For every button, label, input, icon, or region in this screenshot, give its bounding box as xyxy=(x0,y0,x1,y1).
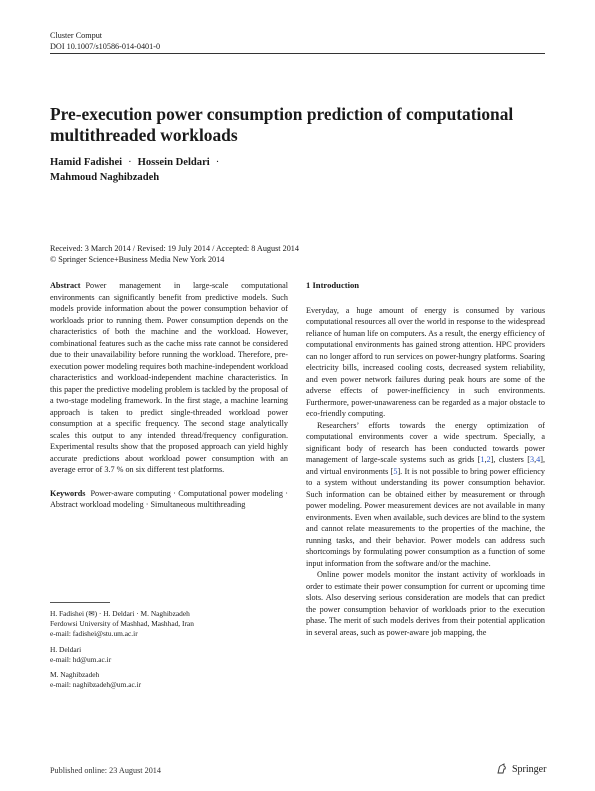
citation-link[interactable]: 5 xyxy=(393,466,398,476)
copyright: © Springer Science+Business Media New York 2014 xyxy=(50,254,225,264)
authors xyxy=(50,155,545,185)
header-rule xyxy=(50,53,545,54)
author-separator: · xyxy=(128,157,132,168)
abstract-label: Abstract xyxy=(50,281,81,290)
affiliation-3 xyxy=(50,670,288,690)
intro-paragraph-2: Researchers’ efforts towards the energy optimization of computational environments cover a wide spectrum. Specially, a significant body of research has been conducted towards power management of large-scale systems such as grids [1,2], clusters [3,4], and virtual environments [5]. It is not possible to bring power efficiency to a system without understanding its power consumption behavior. Such information can be obtained either by measurement or through power modeling. Power measurement devices are not available in many environments. Even when available, such devices are blind to the system and cannot relate measurements to the properties of the machine, the running tasks, and their behavior. Power models can address such shortcomings by formulating power consumption as a function of some input information from the software and/or the machine. xyxy=(306,420,545,568)
published-online: Published online: 23 August 2014 xyxy=(50,766,161,775)
intro-paragraph-3: Online power models monitor the instant activity of workloads in order to estimate their power consumption for current or upcoming time slots. Also deserving serious consideration are models that can predict the power consumption behavior of workloads prior to the execution phase. The merit of such models derives from their potential application in several areas, such as power-aware job mapping, the xyxy=(306,570,545,637)
keywords-label: Keywords xyxy=(50,488,86,498)
affiliation-authors: H. Fadishei (✉) · H. Deldari · M. Naghibzadeh xyxy=(50,609,190,618)
keywords-text: Power-aware computing · Computational power modeling · Abstract workload modeling · Simultaneous multithreading xyxy=(50,488,288,509)
abstract-text: Power management in large-scale computational environments can significantly benefit from predictive models. Such models provide information about the power consumption behavior of workloads prior to running them. Power consumption depends on the characteristics of both the machine and the workload. However, combinational features such as the cache miss rate cannot be considered due to their unavailability before running the workload. Therefore, pre-execution power modeling requires both machine-independent workload characteristics and workload-independent machine characteristics. In this paper the predictive modeling problem is tackled by the proposal of a two-stage modeling framework. In the first stage, a machine learning approach is taken to predict single-threaded workload power consumption at a specific frequency. The second stage analytically scales this output to any intended thread/frequency configuration. Experimental results show that the proposed approach can yield highly accurate predictions about workload power consumption with an average error of 3.7 % on six different test platforms. xyxy=(50,281,288,474)
keywords xyxy=(50,488,288,511)
affiliation-2 xyxy=(50,645,288,665)
received-dates: Received: 3 March 2014 / Revised: 19 July 2014 / Accepted: 8 August 2014 xyxy=(50,244,299,253)
journal-name: Cluster Comput xyxy=(50,31,103,40)
citation-link[interactable]: 3 xyxy=(529,455,535,464)
affiliation-email-1: e-mail: fadishei@stu.um.ac.ir xyxy=(50,628,138,638)
left-column xyxy=(50,280,288,511)
springer-horse-icon xyxy=(496,763,508,775)
author-1: Hamid Fadishei xyxy=(50,157,123,168)
affiliation-institution: Ferdowsi University of Mashhad, Mashhad, Iran xyxy=(50,618,194,628)
affiliation-name-3: M. Naghibzadeh xyxy=(50,670,100,679)
citation-link[interactable]: 4 xyxy=(536,455,541,464)
affiliation-rule xyxy=(50,602,110,603)
affiliation-1 xyxy=(50,609,288,638)
journal-header xyxy=(50,30,160,52)
intro-paragraph-1: Everyday, a huge amount of energy is consumed by various computational resources all over the world in response to the widespread reliance of human life on computers. As a result, the energy efficiency of computational environments has gained strong attention. HPC providers can no longer afford to run services on power-hungry platforms. Soaring electricity bills, increased cooling costs, decreased system reliability, and even power network failures during peak hours are some of the adverse effects of power-inefficiency in such environments. Furthermore, power-unawareness can be regarded as a major obstacle to eco-friendly computing. xyxy=(306,305,545,418)
affiliation-email-3: e-mail: naghibzadeh@um.ac.ir xyxy=(50,679,142,689)
affiliation-email-2: e-mail: hd@um.ac.ir xyxy=(50,654,112,664)
paper-title xyxy=(50,104,545,146)
author-2: Hossein Deldari xyxy=(137,157,210,168)
publisher-logo xyxy=(496,763,546,775)
abstract xyxy=(50,280,288,476)
article-dates xyxy=(50,244,545,265)
author-3: Mahmoud Naghibzadeh xyxy=(50,172,160,183)
affiliation-name-2: H. Deldari xyxy=(50,645,82,654)
title-line-1: Pre-execution power consumption prediction of computational xyxy=(50,104,514,124)
title-line-2: multithreaded workloads xyxy=(50,125,238,145)
doi: DOI 10.1007/s10586-014-0401-0 xyxy=(50,42,161,51)
right-column xyxy=(306,280,545,638)
citation-link[interactable]: 2 xyxy=(486,455,491,464)
citation-link[interactable]: 1 xyxy=(480,455,485,464)
section-heading: 1 Introduction xyxy=(306,280,360,290)
author-separator: · xyxy=(215,157,220,168)
publisher-name: Springer xyxy=(512,763,547,775)
